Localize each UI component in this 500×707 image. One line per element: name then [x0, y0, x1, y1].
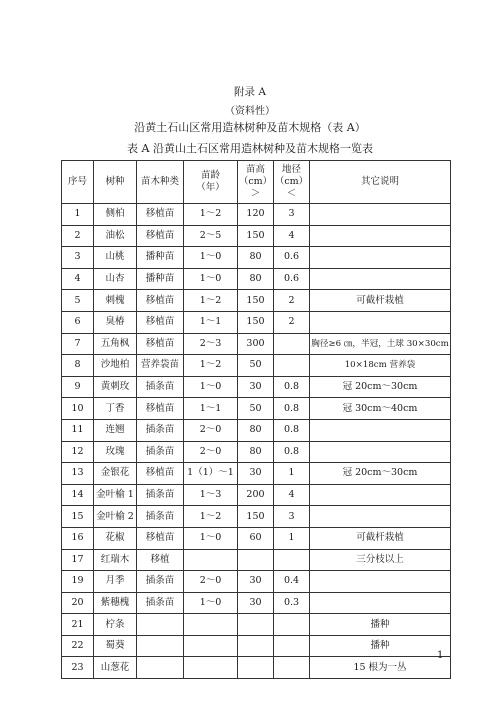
table-row [62, 333, 451, 355]
cell-species: 黄刺玫 [94, 376, 137, 398]
cell-age [184, 549, 238, 571]
cell-type: 移植苗 [137, 225, 184, 247]
cell-diameter: 1 [274, 463, 310, 485]
cell-age: 2～5 [184, 225, 238, 247]
cell-note [310, 484, 451, 506]
table-row [62, 290, 451, 312]
cell-type: 移植苗 [137, 463, 184, 485]
cell-height: 30 [238, 592, 274, 614]
header-height-line3: ＞ [250, 188, 261, 199]
cell-age: 1～0 [184, 592, 238, 614]
cell-type: 播种苗 [137, 268, 184, 290]
cell-age: 1～1 [184, 311, 238, 333]
cell-height: 150 [238, 290, 274, 312]
cell-no: 16 [62, 527, 94, 549]
cell-no: 14 [62, 484, 94, 506]
cell-diameter [274, 635, 310, 657]
cell-no: 15 [62, 506, 94, 528]
header-species: 树种 [94, 161, 137, 204]
cell-type: 移植苗 [137, 204, 184, 226]
cell-species: 臭椿 [94, 311, 137, 333]
cell-age: 2～0 [184, 441, 238, 463]
cell-diameter [274, 657, 310, 679]
header-diameter-line2: （cm） [274, 176, 309, 187]
cell-note: 播种 [310, 635, 451, 657]
cell-height: 60 [238, 527, 274, 549]
cell-no: 11 [62, 419, 94, 441]
appendix-note: （资料性） [225, 106, 275, 117]
cell-species: 玫瑰 [94, 441, 137, 463]
header-diameter [274, 161, 310, 204]
cell-type: 插条苗 [137, 506, 184, 528]
cell-diameter: 0.8 [274, 376, 310, 398]
cell-age: 1～2 [184, 290, 238, 312]
cell-note [310, 419, 451, 441]
cell-height [238, 635, 274, 657]
cell-height: 120 [238, 204, 274, 226]
cell-note [310, 247, 451, 269]
table-row [62, 441, 451, 463]
cell-no: 13 [62, 463, 94, 485]
cell-height: 80 [238, 247, 274, 269]
cell-height: 30 [238, 376, 274, 398]
cell-age [184, 614, 238, 636]
cell-note: 可截杆栽植 [310, 527, 451, 549]
cell-diameter: 0.8 [274, 419, 310, 441]
cell-height: 300 [238, 333, 274, 355]
table-row [62, 463, 451, 485]
cell-note [310, 506, 451, 528]
cell-diameter: 0.6 [274, 247, 310, 269]
cell-no: 2 [62, 225, 94, 247]
cell-diameter: 3 [274, 204, 310, 226]
cell-no: 5 [62, 290, 94, 312]
cell-no: 7 [62, 333, 94, 355]
appendix-subject: 沿黄土石山区常用造林树种及苗木规格（表 A） [134, 121, 366, 134]
table-row [62, 398, 451, 420]
cell-species: 山葱花 [94, 657, 137, 679]
cell-type: 移植苗 [137, 398, 184, 420]
cell-type: 插条苗 [137, 571, 184, 593]
cell-species: 丁香 [94, 398, 137, 420]
cell-type [137, 614, 184, 636]
header-notes: 其它说明 [310, 161, 451, 204]
cell-age [184, 635, 238, 657]
cell-species: 蜀葵 [94, 635, 137, 657]
cell-no: 19 [62, 571, 94, 593]
table-row [62, 225, 451, 247]
cell-height: 30 [238, 463, 274, 485]
cell-species: 刺槐 [94, 290, 137, 312]
cell-no: 20 [62, 592, 94, 614]
table-row [62, 355, 451, 377]
table-row [62, 571, 451, 593]
cell-note: 可截杆栽植 [310, 290, 451, 312]
cell-age: 1（1）～1 [184, 463, 238, 485]
cell-species: 侧柏 [94, 204, 137, 226]
cell-species: 连翘 [94, 419, 137, 441]
cell-species: 油松 [94, 225, 137, 247]
table-row [62, 419, 451, 441]
cell-diameter: 0.8 [274, 441, 310, 463]
cell-age: 1～2 [184, 355, 238, 377]
table-row [62, 549, 451, 571]
cell-species: 月季 [94, 571, 137, 593]
cell-note: 冠 20cm～30cm [310, 463, 451, 485]
cell-height: 150 [238, 225, 274, 247]
cell-type: 插条苗 [137, 376, 184, 398]
cell-age: 1～2 [184, 204, 238, 226]
cell-age: 1～0 [184, 247, 238, 269]
cell-note [310, 311, 451, 333]
cell-type: 移植苗 [137, 311, 184, 333]
table-row [62, 527, 451, 549]
cell-type: 移植 [137, 549, 184, 571]
cell-age: 1～3 [184, 484, 238, 506]
header-height-line1: 苗高 [245, 164, 265, 175]
cell-no: 8 [62, 355, 94, 377]
cell-no: 3 [62, 247, 94, 269]
cell-height: 80 [238, 268, 274, 290]
cell-note: 胸径≥6 ㎝，半冠，土球 30×30cm [310, 333, 451, 355]
header-type: 苗木种类 [137, 161, 184, 204]
header-no: 序号 [62, 161, 94, 204]
cell-age: 1～1 [184, 398, 238, 420]
cell-diameter: 0.8 [274, 398, 310, 420]
table-row [62, 311, 451, 333]
table-row [62, 614, 451, 636]
header-height [238, 161, 274, 204]
cell-type: 移植苗 [137, 333, 184, 355]
cell-note [310, 268, 451, 290]
table-row [62, 506, 451, 528]
cell-diameter [274, 614, 310, 636]
cell-species: 花椒 [94, 527, 137, 549]
cell-no: 21 [62, 614, 94, 636]
cell-note [310, 571, 451, 593]
cell-note: 三分枝以上 [310, 549, 451, 571]
table-row [62, 635, 451, 657]
cell-age: 1～0 [184, 527, 238, 549]
cell-species: 紫穗槐 [94, 592, 137, 614]
cell-no: 23 [62, 657, 94, 679]
cell-species: 红瑞木 [94, 549, 137, 571]
cell-species: 沙地柏 [94, 355, 137, 377]
cell-height: 50 [238, 355, 274, 377]
cell-height [238, 614, 274, 636]
header-age-line1: 苗龄 [200, 170, 220, 181]
cell-type: 移植苗 [137, 290, 184, 312]
cell-height: 150 [238, 506, 274, 528]
cell-note: 15 根为一丛 [310, 657, 451, 679]
cell-diameter: 2 [274, 290, 310, 312]
cell-height: 80 [238, 441, 274, 463]
cell-diameter [274, 355, 310, 377]
cell-height [238, 549, 274, 571]
cell-note [310, 441, 451, 463]
header-diameter-line1: 地径 [281, 164, 301, 175]
cell-height: 50 [238, 398, 274, 420]
cell-note [310, 592, 451, 614]
cell-type: 插条苗 [137, 484, 184, 506]
cell-no: 12 [62, 441, 94, 463]
cell-age: 1～0 [184, 376, 238, 398]
cell-type: 插条苗 [137, 419, 184, 441]
cell-note [310, 204, 451, 226]
cell-type: 播种苗 [137, 247, 184, 269]
cell-note [310, 225, 451, 247]
cell-type [137, 657, 184, 679]
cell-diameter: 1 [274, 527, 310, 549]
cell-no: 9 [62, 376, 94, 398]
cell-diameter: 4 [274, 225, 310, 247]
table-header-row [62, 161, 451, 204]
page-number: 1 [437, 650, 444, 661]
cell-species: 五角枫 [94, 333, 137, 355]
cell-diameter [274, 549, 310, 571]
cell-height: 30 [238, 571, 274, 593]
table-row [62, 204, 451, 226]
cell-age: 2～0 [184, 419, 238, 441]
cell-no: 22 [62, 635, 94, 657]
header-age-line2: （年） [196, 182, 225, 193]
cell-diameter: 3 [274, 506, 310, 528]
cell-diameter: 2 [274, 311, 310, 333]
cell-diameter: 0.3 [274, 592, 310, 614]
cell-age: 2～0 [184, 571, 238, 593]
cell-no: 6 [62, 311, 94, 333]
table-row [62, 484, 451, 506]
cell-note: 播种 [310, 614, 451, 636]
cell-no: 17 [62, 549, 94, 571]
cell-no: 1 [62, 204, 94, 226]
header-diameter-line3: ＜ [286, 188, 297, 199]
table-row [62, 268, 451, 290]
cell-diameter [274, 333, 310, 355]
cell-height: 200 [238, 484, 274, 506]
cell-type: 移植苗 [137, 527, 184, 549]
cell-age: 1～2 [184, 506, 238, 528]
cell-diameter: 4 [274, 484, 310, 506]
header-height-line2: （cm） [238, 176, 273, 187]
cell-type [137, 635, 184, 657]
cell-type: 插条苗 [137, 441, 184, 463]
table-row [62, 592, 451, 614]
cell-species: 金叶榆 2 [94, 506, 137, 528]
cell-no: 4 [62, 268, 94, 290]
cell-age: 2～3 [184, 333, 238, 355]
cell-species: 金叶榆 1 [94, 484, 137, 506]
cell-note: 冠 30cm～40cm [310, 398, 451, 420]
cell-diameter: 0.4 [274, 571, 310, 593]
species-spec-table [61, 160, 451, 679]
cell-species: 山杏 [94, 268, 137, 290]
cell-note: 冠 20cm～30cm [310, 376, 451, 398]
table-body [62, 204, 451, 679]
cell-no: 10 [62, 398, 94, 420]
cell-species: 柠条 [94, 614, 137, 636]
header-age [184, 161, 238, 204]
table-row [62, 376, 451, 398]
table-caption: 表 A 沿黄山土石区常用造林树种及苗木规格一览表 [127, 142, 373, 155]
table-row [62, 247, 451, 269]
cell-note: 10×18cm 营养袋 [310, 355, 451, 377]
cell-type: 营养袋苗 [137, 355, 184, 377]
cell-height [238, 657, 274, 679]
cell-height: 80 [238, 419, 274, 441]
cell-age [184, 657, 238, 679]
cell-height: 150 [238, 311, 274, 333]
cell-species: 山桃 [94, 247, 137, 269]
appendix-title: 附录 A [234, 86, 266, 98]
table-row [62, 657, 451, 679]
cell-type: 插条苗 [137, 592, 184, 614]
cell-age: 1～0 [184, 268, 238, 290]
cell-diameter: 0.6 [274, 268, 310, 290]
cell-species: 金银花 [94, 463, 137, 485]
